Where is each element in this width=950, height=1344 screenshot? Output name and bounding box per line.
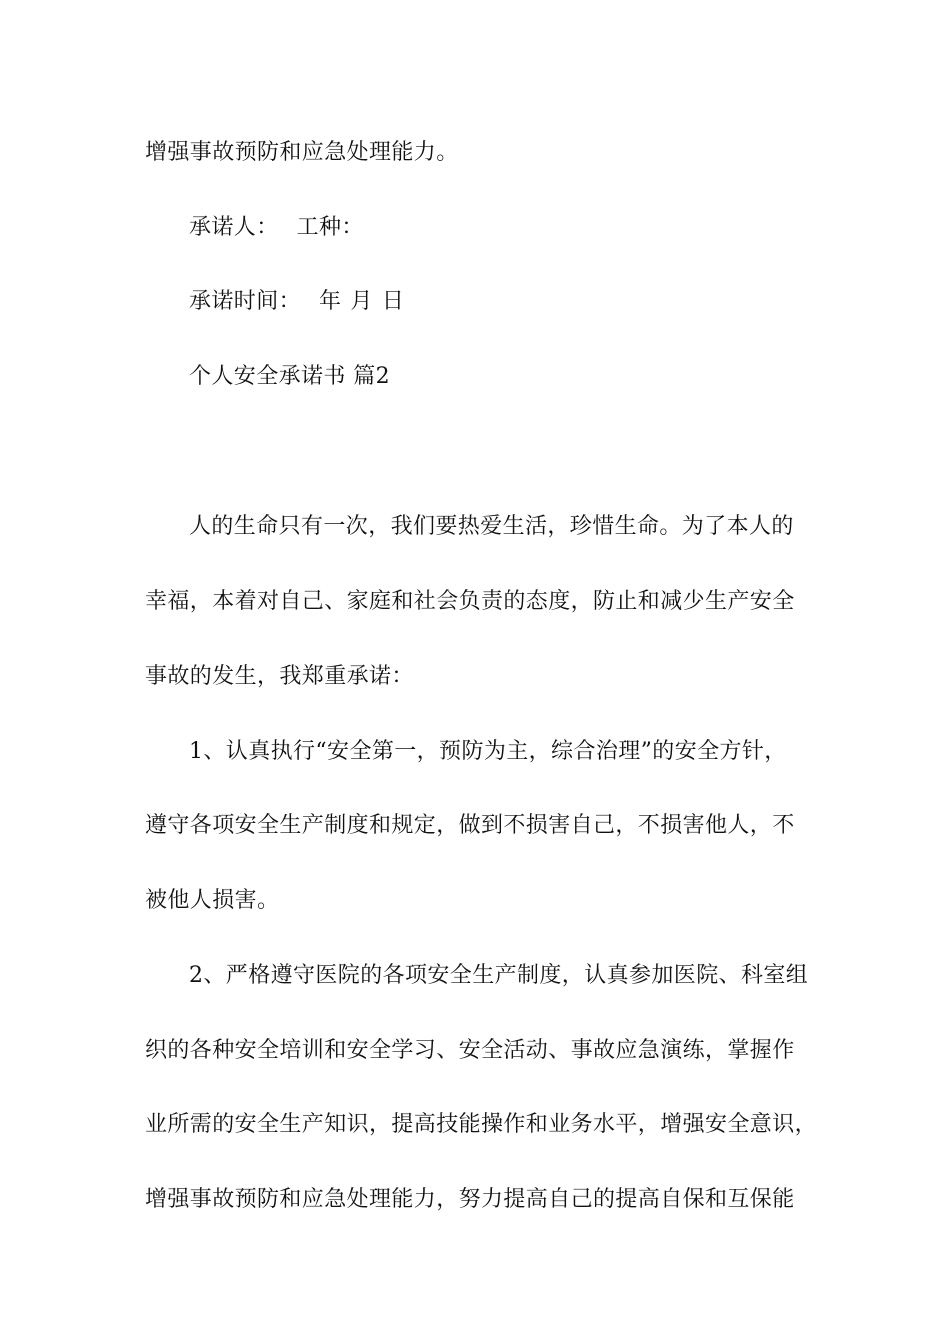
paragraph-line: 增强事故预防和应急处理能力，努力提高自己的提高自保和互保能 [145, 1187, 795, 1212]
section-title: 个人安全承诺书 篇2 [189, 364, 390, 389]
paragraph-line: 1、认真执行“安全第一，预防为主，综合治理”的安全方针， [189, 739, 787, 764]
promisor-label: 承诺人： [189, 215, 279, 240]
day-label: 日 [381, 289, 405, 314]
paragraph-line: 人的生命只有一次，我们要热爱生活，珍惜生命。为了本人的 [189, 514, 794, 539]
paragraph-line: 事故的发生，我郑重承诺： [145, 664, 414, 689]
signature-time-line [189, 287, 404, 317]
job-label: 工种： [296, 215, 364, 240]
previous-paragraph-tail: 增强事故预防和应急处理能力。 [145, 140, 459, 165]
paragraph-line: 幸福，本着对自己、家庭和社会负责的态度，防止和减少生产安全 [145, 589, 795, 614]
paragraph-line: 2、严格遵守医院的各项安全生产制度，认真参加医院、科室组 [189, 963, 809, 988]
paragraph-line: 被他人损害。 [145, 888, 280, 913]
paragraph-line: 遵守各项安全生产制度和规定，做到不损害自己，不损害他人，不 [145, 813, 795, 838]
paragraph-line: 织的各种安全培训和安全学习、安全活动、事故应急演练，掌握作 [145, 1038, 795, 1063]
paragraph-line: 业所需的安全生产知识，提高技能操作和业务水平，增强安全意识， [145, 1112, 818, 1137]
month-label: 月 [350, 289, 373, 314]
signature-promisor-line [189, 213, 364, 243]
time-label: 承诺时间： [189, 289, 302, 314]
year-label: 年 [319, 289, 342, 314]
